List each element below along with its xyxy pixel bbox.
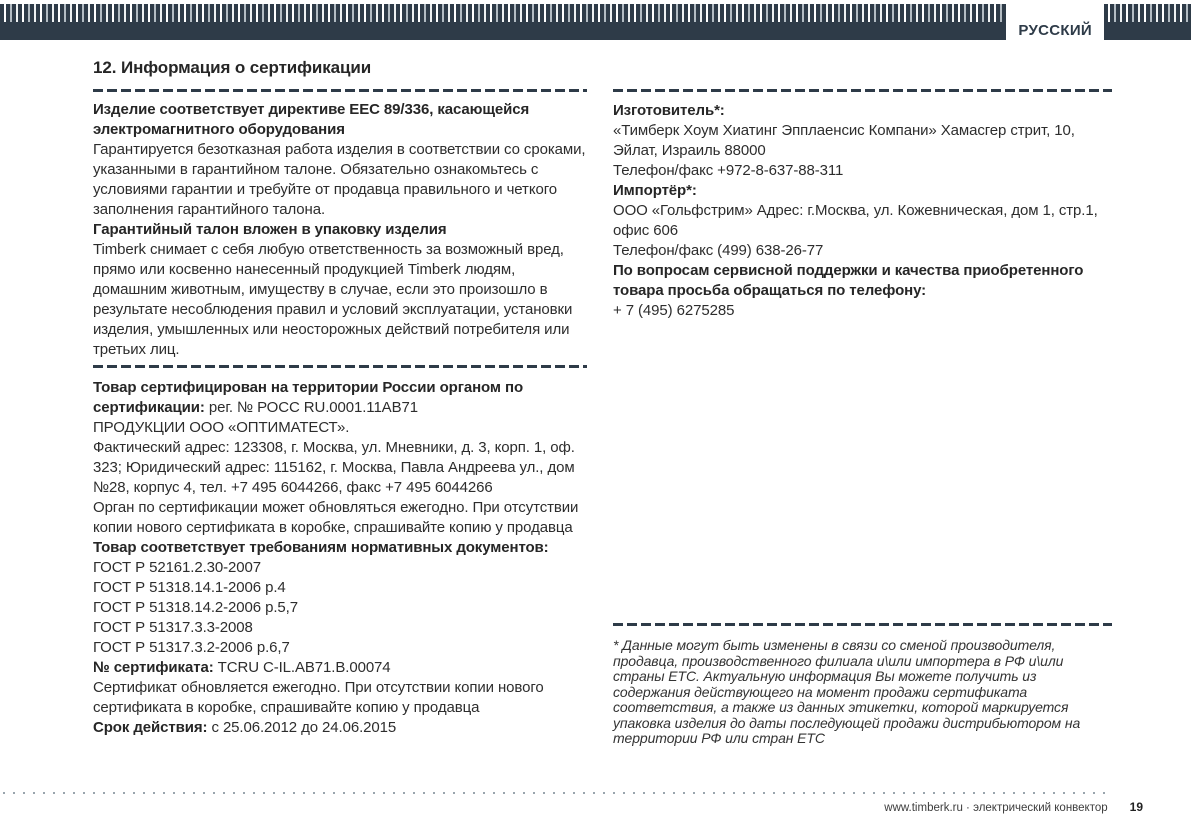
header-barcode-stripes-left: [0, 4, 1006, 22]
page-title: 12. Информация о сертификации: [93, 58, 372, 77]
gost-standard: ГОСТ Р 51317.3.3-2008: [93, 619, 253, 636]
header-bar-right: [1104, 22, 1191, 40]
header-barcode-stripes-right: [1104, 4, 1191, 22]
header-bar-left: [0, 22, 1006, 40]
certification-number: рег. № РОСС RU.0001.11АВ71: [204, 399, 418, 416]
footnote-text: * Данные могут быть изменены в связи со сменой производителя, продавца, производственного филиала и\или импортера в РФ и\или страны ЕТС. Актуальную информация Вы можете получить из содержания действующего на момент продажи сертификата соответствия, а также из данных этикетки, которой маркируется упаковка изделия до даты последующей продажи дистрибьютором на территории РФ или стран ЕТС: [613, 637, 1081, 746]
language-tab: РУССКИЙ: [1018, 22, 1092, 39]
certification-registration: [93, 378, 587, 418]
certifier-product-line: ПРОДУКЦИИ ООО «ОПТИМАТЕСТ».: [93, 419, 350, 436]
footer-site-product: www.timberk.ru · электрический конвектор: [884, 802, 1108, 814]
gost-standard: ГОСТ Р 52161.2.30-2007: [93, 559, 262, 576]
footer-dotted-line: [3, 792, 1110, 794]
footnote-block: [613, 623, 1112, 747]
directive-heading: Изделие соответствует директиве ЕЕС 89/336, касающейся электромагнитного оборудования: [93, 101, 530, 138]
gost-standard: ГОСТ Р 51317.3.2-2006 р.6,7: [93, 639, 290, 656]
separator-dashed: [93, 89, 587, 92]
separator-dashed: [93, 365, 587, 368]
manufacturer-heading: Изготовитель*:: [613, 102, 725, 119]
validity-line: [93, 718, 587, 738]
warranty-card-heading: Гарантийный талон вложен в упаковку изделия: [93, 221, 447, 238]
importer-heading: Импортёр*:: [613, 182, 697, 199]
page-number: 19: [1129, 800, 1143, 814]
manufacturer-phone: Телефон/факс +972-8-637-88-311: [613, 162, 844, 179]
footer: [884, 800, 1143, 814]
service-support-heading: По вопросам сервисной поддержки и качества приобретенного товара просьба обращаться по телефону:: [613, 262, 1084, 299]
section-directive-warranty: [93, 100, 587, 360]
certificate-number-line: [93, 658, 587, 678]
certifier-renewal-note: Орган по сертификации может обновляться ежегодно. При отсутствии копии нового сертификата в коробке, спрашивайте копию у продавца: [93, 499, 579, 536]
certificate-number-value: TCRU C-IL.AB71.B.00074: [213, 659, 391, 676]
manufacturer-address: «Тимберк Хоум Хиатинг Эпплаенсис Компани» Хамасгер стрит, 10, Эйлат, Израиль 88000: [613, 122, 1075, 159]
section-certification: [93, 378, 587, 738]
certificate-number-label: № сертификата:: [93, 659, 214, 676]
warranty-text: Гарантируется безотказная работа изделия в соответствии со сроками, указанными в гарантийном талоне. Обязательно ознакомьтесь с условиями гарантии и требуйте от продавца правильного и четкого заполнения гарантийного талона.: [93, 141, 586, 218]
separator-dashed: [613, 89, 1112, 92]
importer-address: ООО «Гольфстрим» Адрес: г.Москва, ул. Кожевническая, дом 1, стр.1, офис 606: [613, 202, 1098, 239]
section-manufacturer-importer: [613, 101, 1112, 321]
gost-standard: ГОСТ Р 51318.14.1-2006 р.4: [93, 579, 286, 596]
separator-dashed: [613, 623, 1112, 626]
validity-value: с 25.06.2012 до 24.06.2015: [207, 719, 397, 736]
certification-label: Товар сертифицирован на территории России органом по сертификации:: [93, 379, 524, 416]
liability-text: Timberk снимает с себя любую ответственность за возможный вред, прямо или косвенно нанесенный продукцией Timberk людям, домашним животным, имуществу в случае, если это произошло в результате несоблюдения правил и условий эксплуатации, установки изделия, умышленных или неосторожных действий потребителя или третьих лиц.: [93, 241, 573, 358]
gost-standard: ГОСТ Р 51318.14.2-2006 р.5,7: [93, 599, 298, 616]
standards-heading: Товар соответствует требованиям нормативных документов:: [93, 539, 549, 556]
service-support-phone: + 7 (495) 6275285: [613, 302, 735, 319]
left-column: [93, 57, 587, 738]
importer-phone: Телефон/факс (499) 638-26-77: [613, 242, 824, 259]
validity-label: Срок действия:: [93, 719, 208, 736]
certifier-address: Фактический адрес: 123308, г. Москва, ул. Мневники, д. 3, корп. 1, оф. 323; Юридический адрес: 115162, г. Москва, Павла Андреева ул., дом №28, корпус 4, тел. +7 495 6044266, факс +7 495 6044266: [93, 439, 575, 496]
right-column: [613, 89, 1112, 321]
certificate-renewal-note: Сертификат обновляется ежегодно. При отсутствии копии нового сертификата в коробке, спрашивайте копию у продавца: [93, 679, 544, 716]
